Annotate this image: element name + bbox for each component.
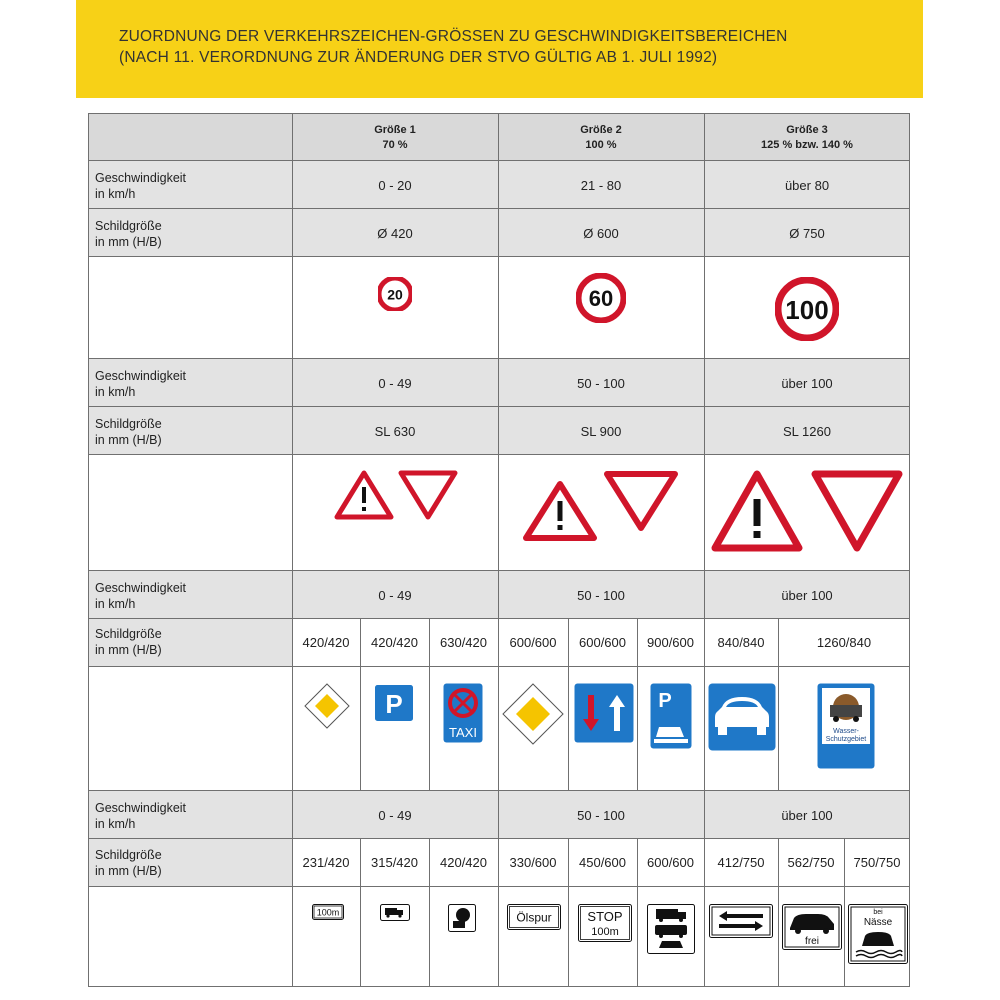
row-label-speed [95, 368, 186, 400]
header-size-1-pct: 70 % [382, 139, 408, 151]
two-way-arrows-plate-icon [709, 904, 773, 938]
priority-road-icon [304, 683, 350, 729]
size-value: SL 630 [374, 424, 416, 439]
size-value: Ø 600 [583, 226, 619, 241]
title-line-1: ZUORDNUNG DER VERKEHRSZEICHEN-GRÖSSEN ZU GESCHWINDIGKEITSBEREICHEN [119, 28, 788, 45]
size-value: 840/840 [717, 635, 765, 650]
stop-distance-text: 100m [591, 926, 619, 938]
size-value: 600/600 [647, 855, 694, 870]
header-size-3 [704, 123, 910, 153]
car-free-plate-icon [782, 904, 842, 950]
label-line: in mm (H/B) [95, 643, 162, 657]
row-label-size [95, 218, 162, 250]
size-value: 630/420 [440, 635, 487, 650]
header-size-3-name: Größe 3 [786, 124, 828, 136]
wasser-text-2: Schutzgebiet [825, 736, 867, 743]
header-size-2-pct: 100 % [585, 139, 617, 151]
speed-limit-20-text: 20 [387, 286, 403, 303]
size-value: SL 1260 [783, 424, 831, 439]
stop-text: STOP [587, 909, 623, 924]
header-size-1-name: Größe 1 [374, 124, 416, 136]
size-value: 330/600 [509, 855, 557, 870]
label-line: Schildgröße [95, 219, 162, 233]
danger-warning-icon [710, 469, 804, 553]
speed-value: über 100 [781, 588, 833, 603]
oil-spill-plate-icon [507, 904, 561, 930]
yield-icon [603, 470, 679, 532]
danger-warning-icon [522, 480, 598, 542]
row-label-speed [95, 170, 186, 202]
label-line: in mm (H/B) [95, 864, 162, 878]
priority-road-icon [502, 683, 564, 745]
distance-text: 100m [316, 907, 340, 918]
label-line: in km/h [95, 817, 136, 831]
yield-icon [810, 469, 904, 553]
tree-plate-icon [448, 904, 476, 932]
frei-text: frei [805, 936, 819, 947]
stop-distance-plate-icon [578, 904, 632, 942]
speed-limit-60-icon [576, 273, 626, 323]
parking-sidewalk-icon [650, 683, 692, 749]
row-label-speed [95, 800, 186, 832]
size-value: 420/420 [440, 855, 487, 870]
header-size-3-pct: 125 % bzw. 140 % [761, 139, 853, 151]
row-label-size [95, 416, 162, 448]
title-line-2: (NACH 11. VERORDNUNG ZUR ÄNDERUNG DER STVO GÜLTIG AB 1. JULI 1992) [119, 49, 718, 66]
danger-warning-icon [334, 470, 394, 520]
parking-letter: P [385, 689, 403, 719]
size-value: 231/420 [302, 855, 350, 870]
label-line: Schildgröße [95, 417, 162, 431]
right-of-way-oncoming-icon [574, 683, 634, 743]
label-line: Schildgröße [95, 627, 162, 641]
speed-limit-20-icon [378, 277, 412, 311]
row-label-size [95, 626, 162, 658]
header-size-2 [498, 123, 704, 153]
size-value: 900/600 [647, 635, 694, 650]
vehicles-plate-icon [647, 904, 695, 954]
speed-value: 50 - 100 [577, 376, 625, 391]
speed-value: 50 - 100 [577, 588, 625, 603]
label-line: in km/h [95, 597, 136, 611]
speed-limit-100-text: 100 [785, 295, 829, 325]
label-line: in km/h [95, 187, 136, 201]
taxi-stand-icon [443, 683, 483, 743]
truck-plate-icon [380, 904, 410, 921]
motorway-car-icon [708, 683, 776, 751]
size-value: 600/600 [579, 635, 626, 650]
label-line: Geschwindigkeit [95, 171, 187, 185]
speed-value: 0 - 20 [378, 178, 412, 193]
label-line: in mm (H/B) [95, 433, 162, 447]
size-value: 315/420 [371, 855, 418, 870]
size-value: 562/750 [787, 855, 835, 870]
label-line: in km/h [95, 385, 136, 399]
speed-value: 50 - 100 [577, 808, 625, 823]
speed-value: 0 - 49 [378, 808, 412, 823]
wasser-text-1: Wasser- [833, 728, 859, 735]
size-value: 450/600 [579, 855, 626, 870]
speed-limit-100-icon [775, 277, 839, 341]
naesse-text: Nässe [863, 917, 893, 928]
size-value: 750/750 [853, 855, 901, 870]
speed-value: über 100 [781, 808, 833, 823]
size-value: 1260/840 [816, 635, 872, 650]
speed-value: 21 - 80 [580, 178, 622, 193]
speed-limit-60-text: 60 [588, 286, 614, 311]
size-value: Ø 420 [377, 226, 413, 241]
label-line: Geschwindigkeit [95, 581, 187, 595]
header-size-1 [292, 123, 498, 153]
parking-letter: P [658, 690, 672, 712]
row-label-speed [95, 580, 186, 612]
size-value: 420/420 [302, 635, 350, 650]
oil-spill-text: Ölspur [516, 910, 552, 925]
wet-road-plate-icon [848, 904, 908, 964]
size-value: Ø 750 [789, 226, 825, 241]
speed-value: 0 - 49 [378, 376, 412, 391]
distance-plate-icon [312, 904, 344, 920]
row-label-size [95, 847, 162, 879]
label-line: in mm (H/B) [95, 235, 162, 249]
water-protection-icon [817, 683, 875, 769]
size-value: SL 900 [580, 424, 622, 439]
bei-text: bei [873, 909, 883, 916]
speed-value: über 100 [781, 376, 833, 391]
label-line: Geschwindigkeit [95, 369, 187, 383]
label-line: Geschwindigkeit [95, 801, 187, 815]
label-line: Schildgröße [95, 848, 162, 862]
size-value: 420/420 [371, 635, 418, 650]
size-value: 600/600 [509, 635, 557, 650]
yield-icon [398, 470, 458, 520]
speed-value: 0 - 49 [378, 588, 412, 603]
speed-value: über 80 [784, 178, 830, 193]
taxi-text: TAXI [449, 725, 477, 740]
parking-icon [374, 684, 414, 722]
header-size-2-name: Größe 2 [580, 124, 622, 136]
size-value: 412/750 [717, 855, 765, 870]
